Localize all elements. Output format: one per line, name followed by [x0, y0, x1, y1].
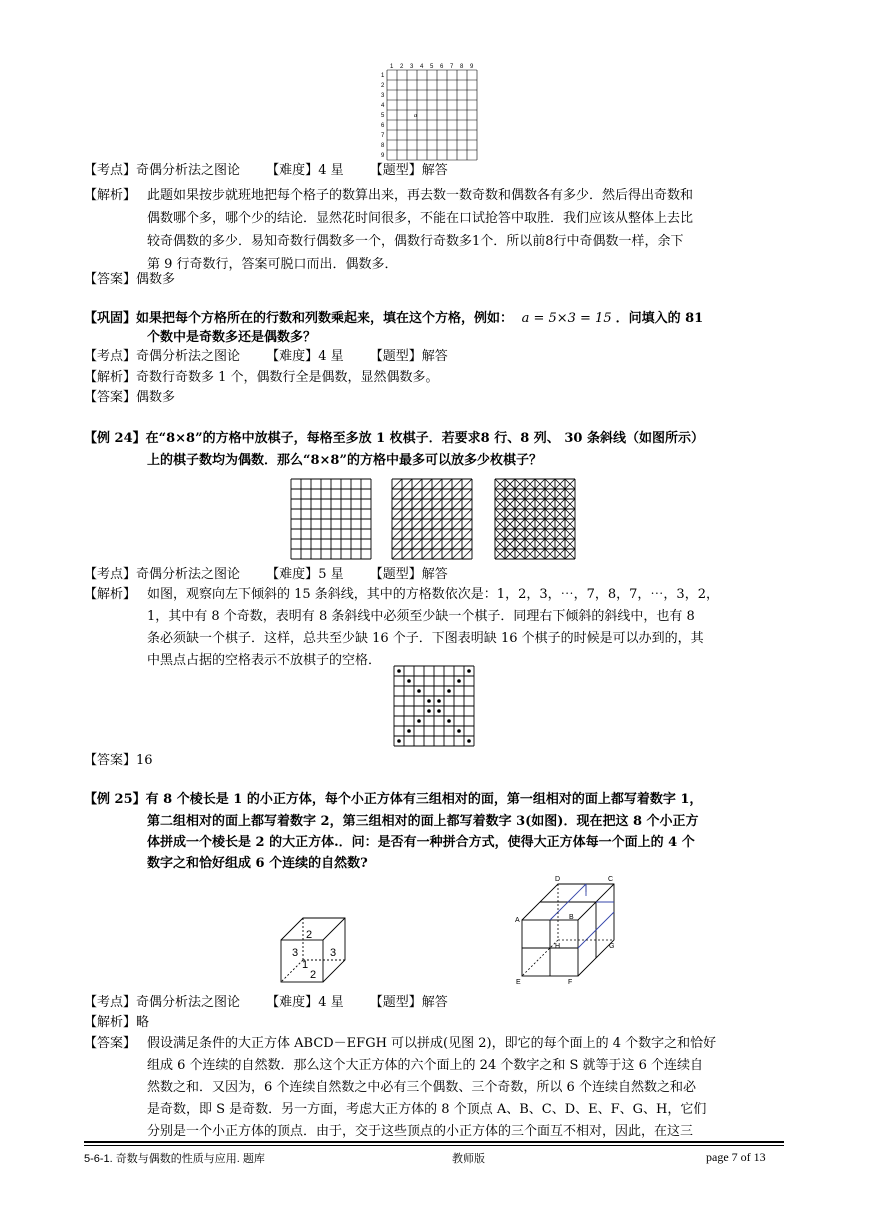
jiexi-label: 【解析】: [84, 370, 137, 385]
row-number: 3: [381, 93, 385, 99]
row-number: 5: [381, 113, 385, 119]
tixing-value: 解答: [421, 995, 448, 1010]
gonggu-jiexi: [84, 369, 439, 387]
column-number: 5: [430, 64, 434, 70]
gonggu-label: 【巩固】: [84, 311, 137, 326]
column-number: 8: [460, 64, 464, 70]
blocked-cell-dot: [467, 669, 471, 673]
grid-marker-a: a: [414, 113, 417, 119]
vertex-label-a: A: [515, 917, 520, 924]
cube-face-label: 1: [302, 959, 309, 971]
row-number: 6: [381, 123, 385, 129]
answer-value: 偶数多: [136, 272, 176, 287]
small-cube-figure: [275, 910, 355, 986]
nandu-value: 4 星: [318, 163, 344, 178]
blocked-cell-dot: [417, 719, 421, 723]
answer-label: 【答案】: [84, 390, 137, 405]
answer-line: 组成 6 个连续的自然数．那么这个大正方体的六个面上的 24 个数字之和 S 就等于这 6 个连续自: [147, 1058, 704, 1073]
block1-meta: [84, 162, 448, 180]
ex24-label: 【例 24】: [84, 431, 146, 446]
row-number: 2: [381, 83, 385, 89]
ex24-answer: [84, 752, 153, 770]
ex25-question-line: 体拼成一个棱长是 2 的大正方体.．问：是否有一种拼合方式，使得大正方体每一个面上的 4 个: [147, 835, 695, 850]
gonggu-text: 如果把每个方格所在的行数和列数乘起来，填在这个方格，例如：: [136, 311, 514, 326]
footer-rule-thin: [84, 1145, 784, 1146]
jiexi-value: 奇数行奇数多 1 个，偶数行全是偶数，显然偶数多。: [136, 370, 439, 385]
formula: a = 5×3 = 15: [521, 311, 612, 326]
answer-label: 【答案】: [84, 1036, 137, 1051]
blocked-cell-dot: [427, 699, 431, 703]
kaodian-value: 奇偶分析法之图论: [136, 567, 241, 582]
numbered-grid-figure: [378, 60, 488, 164]
vertex-label-f: F: [568, 979, 573, 986]
jiexi-label: 【解析】: [84, 587, 137, 602]
jiexi-line: 此题如果按步就班地把每个格子的数算出来，再去数一数奇数和偶数各有多少．然后得出奇数和: [147, 188, 694, 203]
nandu-label: 【难度】: [266, 567, 319, 582]
answer-value: 偶数多: [136, 390, 176, 405]
ex25-question-line: 数字之和恰好组成 6 个连续的自然数?: [147, 856, 368, 871]
nandu-value: 4 星: [318, 995, 344, 1010]
answer-line: 假设满足条件的大正方体 ABCD－EFGH 可以拼成(见图 2)，即它的每个面上的 4 个数字之和恰好: [147, 1036, 717, 1051]
nandu-value: 5 星: [318, 567, 344, 582]
blocked-cell-dot: [447, 719, 451, 723]
column-number: 9: [470, 64, 474, 70]
vertex-label-h: H: [555, 943, 561, 950]
vertex-label-g: G: [609, 943, 615, 950]
blocked-cell-dot: [407, 729, 411, 733]
ex25-label: 【例 25】: [84, 792, 146, 807]
cube-face-label: 3: [292, 947, 299, 959]
tixing-label: 【题型】: [369, 349, 422, 364]
ex24-question-line1: [84, 430, 704, 448]
footer-title: 5-6-1. 奇数与偶数的性质与应用. 题库: [84, 1153, 265, 1165]
cube-face-label: 2: [310, 969, 317, 981]
column-number: 6: [440, 64, 444, 70]
footer-rule-thick: [84, 1141, 784, 1143]
ex24-meta: [84, 566, 448, 584]
blocked-cell-dot: [457, 729, 461, 733]
answer-value: 16: [136, 753, 153, 768]
gonggu-text-tail: ．问填入的 81: [615, 311, 704, 326]
cube-face-label: 2: [306, 929, 313, 941]
column-number: 4: [420, 64, 424, 70]
jiexi-value: 略: [136, 1015, 150, 1030]
answer-line: 是奇数，即 S 是奇数．另一方面，考虑大正方体的 8 个顶点 A、B、C、D、E、F、G、H，它们: [147, 1102, 707, 1117]
footer-page-number: page 7 of 13: [706, 1150, 766, 1164]
blocked-cell-dot: [397, 669, 401, 673]
blocked-cell-dot: [467, 739, 471, 743]
blocked-cell-dot: [457, 679, 461, 683]
jiexi-line: 较奇偶数的多少．易知奇数行偶数多一个，偶数行奇数多1个．所以前8行中奇偶数一样，余下: [147, 234, 684, 249]
cube-face-label: 3: [330, 947, 337, 959]
row-number: 1: [381, 73, 385, 79]
large-cube-figure: [510, 872, 630, 988]
tixing-value: 解答: [421, 349, 448, 364]
nandu-value: 4 星: [318, 349, 344, 364]
row-number: 4: [381, 103, 385, 109]
footer-edition: 教师版: [452, 1153, 485, 1165]
ex25-meta: [84, 994, 448, 1012]
answer-line: 然数之和．又因为，6 个连续自然数之中必有三个偶数、三个奇数，所以 6 个连续自然数之和必: [147, 1080, 696, 1095]
column-number: 7: [450, 64, 454, 70]
kaodian-value: 奇偶分析法之图论: [136, 163, 241, 178]
column-number: 3: [410, 64, 414, 70]
blocked-cell-dot: [437, 709, 441, 713]
blocked-cell-dot: [417, 689, 421, 693]
answer-line: 分别是一个小正方体的顶点．由于，交于这些顶点的小正方体的三个面互不相对，因此，在这三: [147, 1124, 694, 1139]
blocked-cell-dot: [407, 679, 411, 683]
gonggu-answer: [84, 389, 175, 407]
ex24-text: 在“8×8”的方格中放棋子，每格至多放 1 枚棋子．若要求8 行、8 列、 30 条斜线（如图所示）: [145, 431, 704, 446]
nandu-label: 【难度】: [266, 163, 319, 178]
kaodian-label: 【考点】: [84, 349, 137, 364]
column-number: 2: [400, 64, 404, 70]
ex24-question-line2: 上的棋子数均为偶数．那么“8×8”的方格中最多可以放多少枚棋子？: [147, 453, 542, 468]
blocked-cell-dot: [437, 699, 441, 703]
answer-label: 【答案】: [84, 272, 137, 287]
kaodian-label: 【考点】: [84, 163, 137, 178]
row-number: 9: [381, 153, 385, 159]
vertex-label-c: C: [608, 876, 614, 883]
plain-8x8-grid: [289, 477, 373, 561]
jiexi-line: 1，其中有 8 个奇数，表明有 8 条斜线中必须至少缺一个棋子．同理右下倾斜的斜线中，也有 8: [147, 609, 695, 624]
ex25-question-line: 第二组相对的面上都写着数字 2，第三组相对的面上都写着数字 3(如图)．现在把这 8 个小正方: [147, 814, 699, 829]
jiexi-line: 第 9 行奇数行，答案可脱口而出．偶数多．: [147, 257, 398, 272]
vertex-label-d: D: [555, 876, 561, 883]
row-number: 7: [381, 133, 385, 139]
column-number: 1: [390, 64, 394, 70]
tixing-label: 【题型】: [369, 567, 422, 582]
jiexi-line: 偶数哪个多，哪个少的结论．显然花时间很多，不能在口试抢答中取胜．我们应该从整体上去比: [147, 211, 694, 226]
blocked-cell-dot: [427, 709, 431, 713]
gonggu-meta: [84, 348, 448, 366]
blocked-cell-dot: [397, 739, 401, 743]
jiexi-label: 【解析】: [84, 1015, 137, 1030]
tixing-label: 【题型】: [369, 995, 422, 1010]
ex25-jiexi: [84, 1014, 149, 1032]
blocked-cell-dot: [447, 689, 451, 693]
answer-row: [84, 271, 175, 289]
both-diagonals-grid: [493, 477, 577, 561]
vertex-label-b: B: [569, 914, 574, 921]
tixing-value: 解答: [421, 567, 448, 582]
answer-label: 【答案】: [84, 753, 137, 768]
nandu-label: 【难度】: [266, 349, 319, 364]
jiexi-line: 如图，观察向左下倾斜的 15 条斜线，其中的方格数依次是：1，2，3，⋯，7，8，7，⋯，3，2，: [147, 587, 719, 602]
tixing-value: 解答: [421, 163, 448, 178]
jiexi-line: 中黑点占据的空格表示不放棋子的空格．: [147, 653, 382, 668]
ex25-text: 有 8 个棱长是 1 的小正方体，每个小正方体有三组相对的面，第一组相对的面上都写着数字 1，: [145, 792, 703, 807]
gonggu-question-line1: [84, 310, 703, 328]
kaodian-value: 奇偶分析法之图论: [136, 349, 241, 364]
nandu-label: 【难度】: [266, 995, 319, 1010]
kaodian-label: 【考点】: [84, 995, 137, 1010]
left-diagonals-grid: [390, 477, 474, 561]
row-number: 8: [381, 143, 385, 149]
solution-8x8-grid-with-dots: [392, 664, 476, 748]
ex25-question-line1: [84, 791, 702, 809]
jiexi-line: 条必须缺一个棋子．这样，总共至少缺 16 个子．下图表明缺 16 个棋子的时候是可以办到的，其: [147, 631, 704, 646]
kaodian-label: 【考点】: [84, 567, 137, 582]
kaodian-value: 奇偶分析法之图论: [136, 995, 241, 1010]
vertex-label-e: E: [516, 979, 521, 986]
tixing-label: 【题型】: [369, 163, 422, 178]
gonggu-question-line2: 个数中是奇数多还是偶数多？: [147, 330, 317, 345]
jiexi-label: 【解析】: [84, 188, 137, 203]
